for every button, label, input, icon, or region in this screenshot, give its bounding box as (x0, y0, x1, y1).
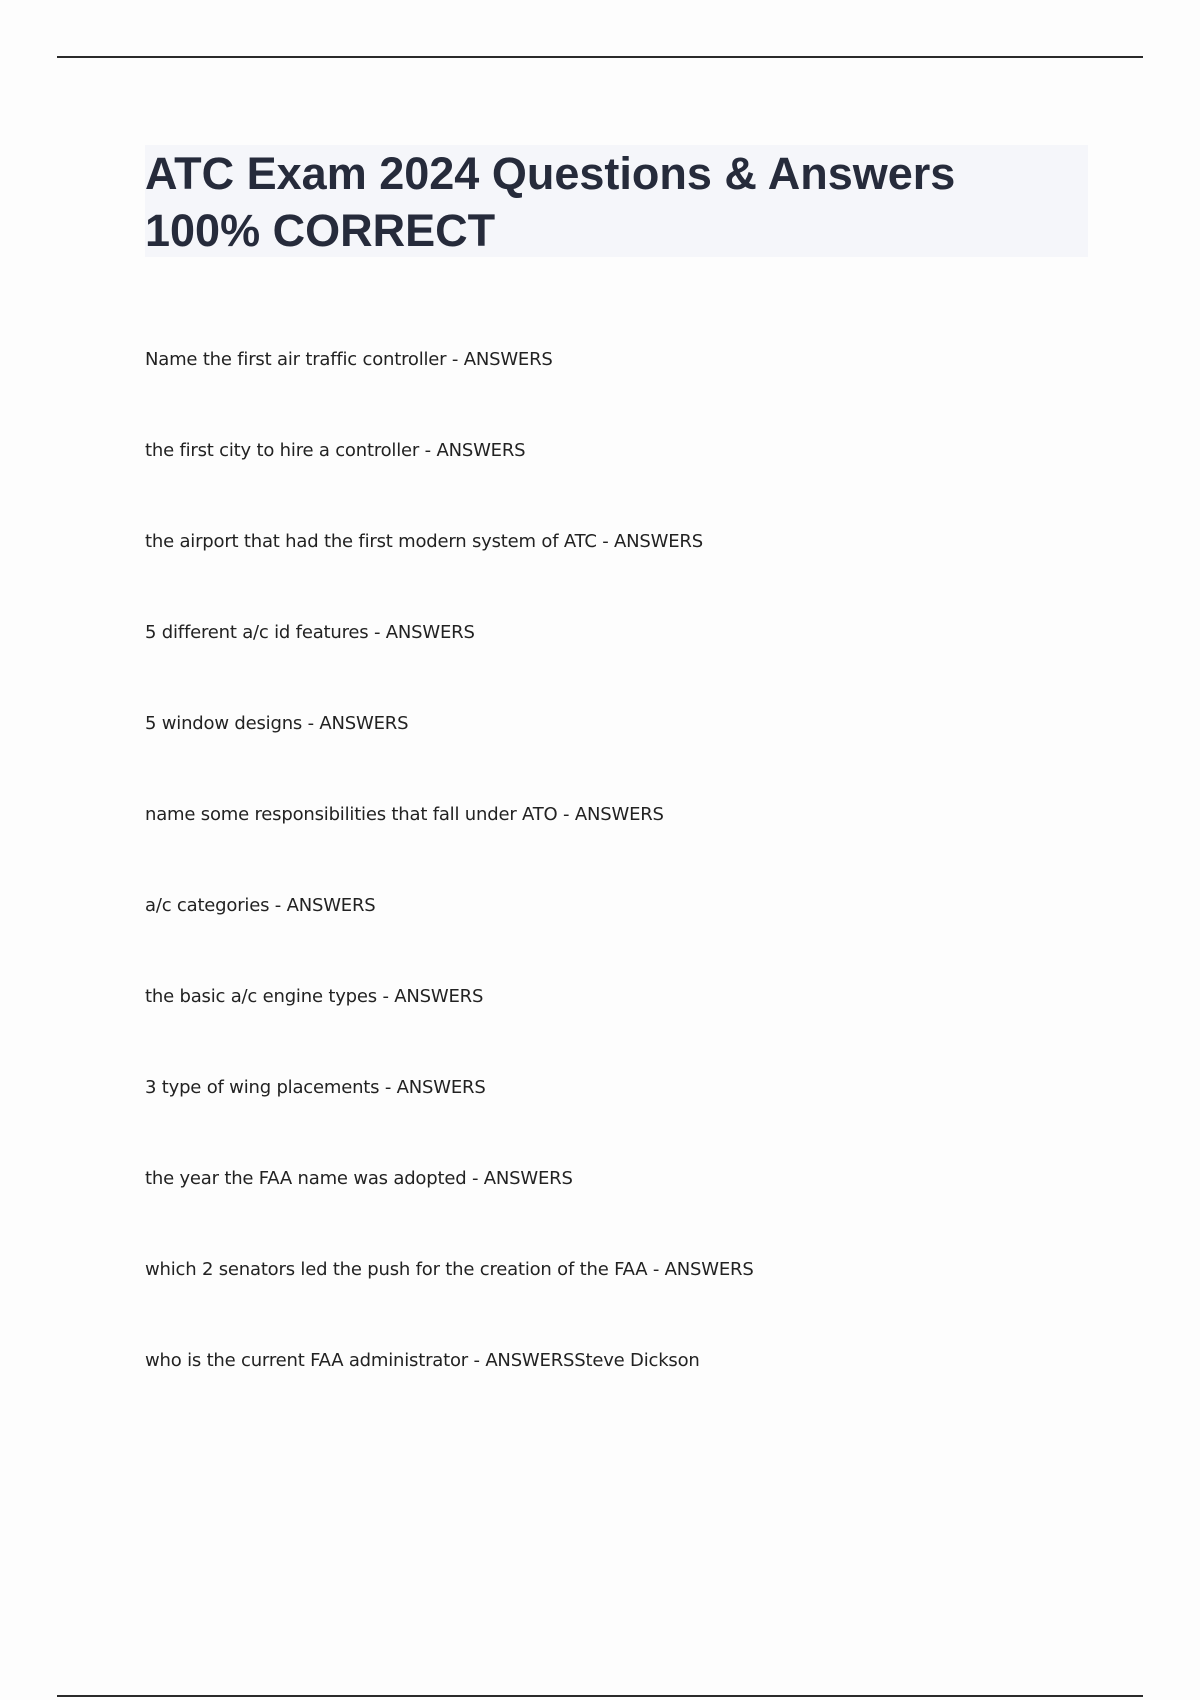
qa-item (145, 336, 1085, 427)
question-text: the basic a/c engine types (145, 986, 377, 1007)
qa-item (145, 1155, 1085, 1246)
qa-item (145, 791, 1085, 882)
qa-list (145, 336, 1085, 1428)
title-block (145, 145, 1088, 257)
question-text: the year the FAA name was adopted (145, 1168, 467, 1189)
question-text: a/c categories (145, 895, 270, 916)
question-text: who is the current FAA administrator (145, 1350, 468, 1371)
qa-item (145, 973, 1085, 1064)
qa-item (145, 1064, 1085, 1155)
question-text: 5 window designs (145, 713, 303, 734)
qa-item (145, 609, 1085, 700)
qa-item (145, 518, 1085, 609)
answer-separator: - ANSWERS (302, 713, 409, 734)
qa-item (145, 1337, 1085, 1428)
document-title: ATC Exam 2024 Questions & Answers 100% CORRECT (145, 148, 956, 256)
answer-separator: - ANSWERS (379, 1077, 486, 1098)
question-text: name some responsibilities that fall under ATO (145, 804, 558, 825)
answer-separator: - ANSWERS (368, 622, 475, 643)
answer-separator: - ANSWERS (596, 531, 703, 552)
answer-separator: - ANSWERS (466, 1168, 573, 1189)
qa-item (145, 700, 1085, 791)
qa-item (145, 427, 1085, 518)
qa-item (145, 882, 1085, 973)
answer-separator: - ANSWERS (467, 1350, 575, 1371)
answer-text: Steve Dickson (574, 1350, 700, 1371)
question-text: 3 type of wing placements (145, 1077, 380, 1098)
question-text: the first city to hire a controller (145, 440, 420, 461)
qa-item (145, 1246, 1085, 1337)
answer-separator: - ANSWERS (647, 1259, 754, 1280)
answer-separator: - ANSWERS (446, 349, 553, 370)
answer-separator: - ANSWERS (269, 895, 376, 916)
question-text: the airport that had the first modern system of ATC (145, 531, 597, 552)
answer-separator: - ANSWERS (557, 804, 664, 825)
answer-separator: - ANSWERS (376, 986, 484, 1007)
top-rule (57, 56, 1143, 58)
question-text: Name the first air traffic controller (145, 349, 447, 370)
question-text: 5 different a/c id features (145, 622, 369, 643)
answer-separator: - ANSWERS (419, 440, 526, 461)
bottom-rule (57, 1695, 1143, 1697)
question-text: which 2 senators led the push for the creation of the FAA (145, 1259, 648, 1280)
